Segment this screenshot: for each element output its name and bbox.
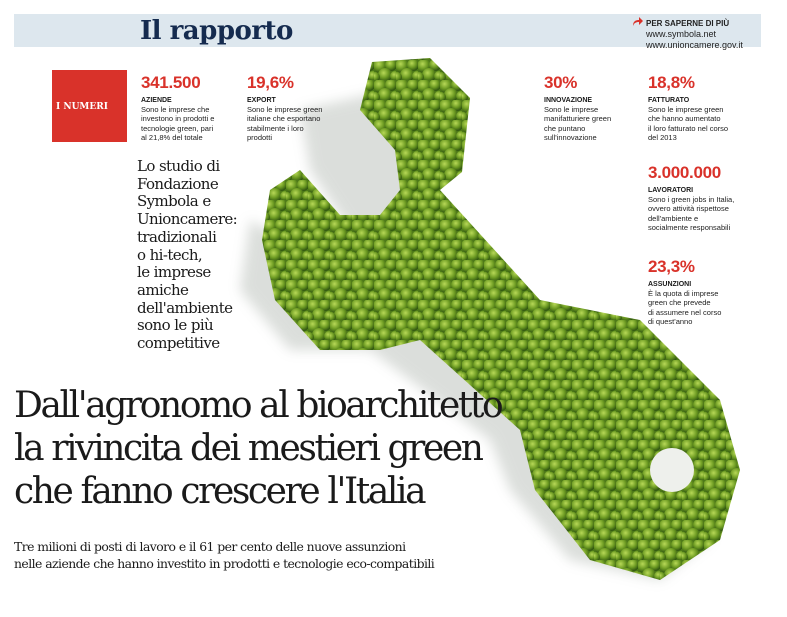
link-symbola[interactable]: www.symbola.net xyxy=(646,29,717,39)
stat-lavoratori xyxy=(648,163,768,232)
stat-desc: Sono le imprese che investono in prodotti e tecnologie green, pari al 21,8% del totale xyxy=(141,105,215,142)
stat-export xyxy=(247,73,362,142)
stat-value: 19,6% xyxy=(247,73,294,92)
stat-value: 30% xyxy=(544,73,578,92)
stat-assunzioni xyxy=(648,257,763,326)
stat-desc: Sono le imprese green italiane che esportano stabilmente i loro prodotti xyxy=(247,105,323,142)
stat-fatturato xyxy=(648,73,763,142)
section-title: Il rapporto xyxy=(140,16,293,46)
stat-label: INNOVAZIONE xyxy=(544,97,593,104)
stat-desc: Sono le imprese manifatturiere green che puntano sull'innovazione xyxy=(544,105,612,142)
stat-label: EXPORT xyxy=(247,97,276,104)
headline-line: Dall'agronomo al bioarchitetto xyxy=(14,385,502,426)
stat-label: ASSUNZIONI xyxy=(648,281,692,288)
stat-value: 341.500 xyxy=(141,73,201,92)
headline xyxy=(14,384,534,513)
stat-value: 3.000.000 xyxy=(648,163,721,182)
stat-desc: Sono i green jobs in Italia, ovvero attività rispettose dell'ambiente e socialmente responsabili xyxy=(648,195,735,232)
headline-line: che fanno crescere l'Italia xyxy=(14,471,425,512)
stat-aziende xyxy=(141,73,256,142)
more-info-label: PER SAPERNE DI PIÙ xyxy=(646,19,730,28)
stat-value: 23,3% xyxy=(648,257,695,276)
subheadline-line: nelle aziende che hanno investito in prodotti e tecnologie eco-compatibili xyxy=(14,556,435,571)
subheadline-line: Tre milioni di posti di lavoro e il 61 per cento delle nuove assunzioni xyxy=(14,539,406,554)
stat-label: FATTURATO xyxy=(648,97,690,104)
stat-innovazione xyxy=(544,73,659,142)
stat-desc: Sono le imprese green che hanno aumentato il loro fatturato nel corso del 2013 xyxy=(648,105,729,142)
intro-text: Lo studio di Fondazione Symbola e Unioncamere: tradizionali o hi-tech, le imprese amiche dell'ambiente sono le più competitive xyxy=(137,157,238,353)
link-unioncamere[interactable]: www.unioncamere.gov.it xyxy=(646,40,743,50)
stat-label: LAVORATORI xyxy=(648,187,694,194)
headline-line: la rivincita dei mestieri green xyxy=(14,428,482,469)
numbers-badge-label: I NUMERI xyxy=(56,102,108,112)
stat-value: 18,8% xyxy=(648,73,695,92)
subheadline xyxy=(14,538,524,572)
stat-desc: È la quota di imprese green che prevede di assumere nel corso di quest'anno xyxy=(648,289,722,326)
stat-label: AZIENDE xyxy=(141,97,172,104)
